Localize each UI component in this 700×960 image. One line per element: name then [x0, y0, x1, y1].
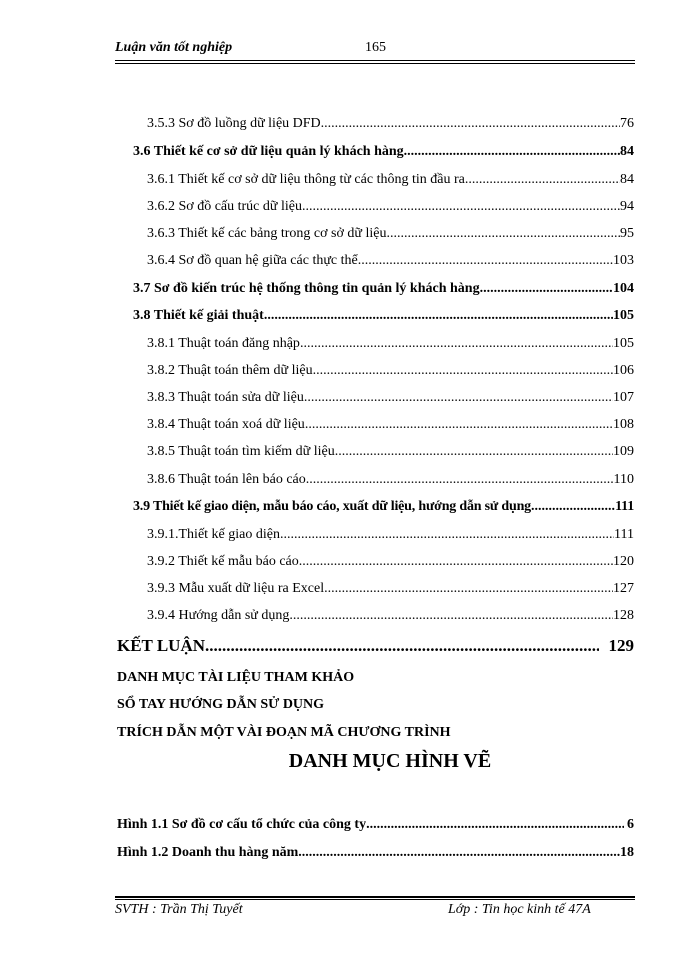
toc-entry-label: 3.9.3 Mẫu xuất dữ liệu ra Excel — [147, 581, 325, 596]
dot-leader — [480, 281, 613, 297]
toc-entry-label: 3.8.4 Thuật toán xoá dữ liệu — [147, 417, 305, 432]
toc-entry[interactable] — [147, 417, 634, 437]
footer-student: SVTH : Trần Thị Tuyết — [115, 902, 243, 917]
toc-entry[interactable] — [147, 336, 634, 356]
dot-leader — [404, 144, 620, 160]
figure-entry[interactable] — [117, 845, 634, 865]
toc-entry[interactable] — [147, 472, 634, 492]
toc-entry-label: 3.6.3 Thiết kế các bảng trong cơ sở dữ liệu — [147, 226, 387, 241]
toc-entry[interactable] — [147, 444, 634, 464]
dot-leader — [531, 499, 615, 515]
toc-entry-page: 105 — [613, 336, 634, 351]
dot-leader — [335, 444, 613, 460]
toc-entry[interactable] — [147, 226, 634, 246]
header-rule-secondary — [115, 63, 635, 64]
toc-entry[interactable] — [147, 172, 634, 192]
toc-entry-page: 84 — [620, 144, 634, 159]
toc-entry-page: 104 — [613, 281, 634, 296]
toc-entry[interactable] — [133, 499, 634, 519]
heading-user-manual[interactable]: SỔ TAY HƯỚNG DẪN SỬ DỤNG — [117, 697, 325, 712]
toc-entry-page: 105 — [613, 308, 634, 323]
dot-leader — [289, 608, 613, 624]
conclusion-label: KẾT LUẬN — [117, 636, 206, 655]
toc-entry[interactable] — [147, 116, 634, 136]
dot-leader — [298, 845, 620, 861]
toc-entry-label: 3.8.3 Thuật toán sửa dữ liệu — [147, 390, 304, 405]
conclusion-page: 129 — [608, 636, 634, 655]
toc-entry-page: 95 — [620, 226, 634, 241]
toc-entry[interactable] — [147, 554, 634, 574]
page-footer — [115, 902, 635, 922]
page-header — [115, 38, 635, 60]
dot-leader — [205, 636, 599, 656]
dot-leader — [302, 199, 620, 215]
toc-entry-page: 84 — [620, 172, 634, 187]
dot-leader — [305, 417, 613, 433]
thesis-title: Luận văn tốt nghiệp — [115, 40, 233, 55]
footer-rule-secondary — [115, 899, 635, 900]
figure-entry-label: Hình 1.2 Doanh thu hàng năm — [117, 845, 299, 860]
toc-entry-page: 111 — [615, 499, 634, 514]
toc-entry-label: 3.8.6 Thuật toán lên báo cáo — [147, 472, 306, 487]
toc-entry[interactable] — [147, 608, 634, 628]
toc-conclusion[interactable] — [117, 636, 634, 656]
toc-entry-label: 3.8 Thiết kế giải thuật — [133, 308, 264, 323]
toc-entry-label: 3.9.1.Thiết kế giao diện — [147, 527, 280, 542]
dot-leader — [300, 336, 613, 352]
dot-leader — [299, 554, 613, 570]
footer-rule — [115, 896, 635, 898]
toc-entry-label: 3.8.2 Thuật toán thêm dữ liệu — [147, 363, 313, 378]
dot-leader — [386, 226, 620, 242]
toc-entry-label: 3.9.4 Hướng dẫn sử dụng — [147, 608, 290, 623]
heading-code-excerpts[interactable]: TRÍCH DẪN MỘT VÀI ĐOẠN MÃ CHƯƠNG TRÌNH — [117, 725, 451, 740]
dot-leader — [366, 817, 623, 833]
toc-entry-page: 110 — [613, 472, 634, 487]
page-number: 165 — [365, 40, 386, 55]
toc-entry-page: 94 — [620, 199, 634, 214]
toc-entry-page: 106 — [613, 363, 634, 378]
toc-entry[interactable] — [133, 281, 634, 301]
toc-entry-label: 3.9 Thiết kế giao diện, mẫu báo cáo, xuất dữ liệu, hướng dẫn sử dụng — [133, 499, 531, 514]
toc-entry[interactable] — [133, 144, 634, 164]
dot-leader — [358, 253, 613, 269]
toc-entry-page: 107 — [613, 390, 634, 405]
toc-entry-label: 3.6 Thiết kế cơ sở dữ liệu quản lý khách hàng — [133, 144, 404, 159]
dot-leader — [324, 581, 613, 597]
toc-entry-page: 108 — [613, 417, 634, 432]
footer-class: Lớp : Tin học kinh tế 47A — [448, 902, 591, 917]
dot-leader — [321, 116, 620, 132]
toc-entry[interactable] — [147, 390, 634, 410]
figures-section-title: DANH MỤC HÌNH VẼ — [288, 750, 492, 772]
toc-entry[interactable] — [147, 527, 634, 547]
toc-entry-page: 128 — [613, 608, 634, 623]
toc-entry[interactable] — [133, 308, 634, 328]
toc-entry[interactable] — [147, 253, 634, 273]
figure-entry-page: 18 — [620, 845, 634, 860]
toc-entry-page: 111 — [614, 527, 634, 542]
dot-leader — [264, 308, 613, 324]
heading-references[interactable]: DANH MỤC TÀI LIỆU THAM KHẢO — [117, 670, 355, 685]
figure-entry-label: Hình 1.1 Sơ đồ cơ cấu tổ chức của công ty — [117, 817, 367, 832]
toc-entry-page: 103 — [613, 253, 634, 268]
toc-entry-label: 3.9.2 Thiết kế mẫu báo cáo — [147, 554, 299, 569]
toc-entry-page: 127 — [613, 581, 634, 596]
dot-leader — [313, 363, 613, 379]
figure-entry[interactable] — [117, 817, 634, 837]
toc-entry-label: 3.6.2 Sơ đồ cấu trúc dữ liệu — [147, 199, 302, 214]
toc-entry-label: 3.8.1 Thuật toán đăng nhập — [147, 336, 300, 351]
dot-leader — [304, 390, 613, 406]
toc-entry-label: 3.8.5 Thuật toán tìm kiếm dữ liệu — [147, 444, 335, 459]
dot-leader — [306, 472, 614, 488]
header-rule — [115, 60, 635, 61]
dot-leader — [465, 172, 620, 188]
toc-entry-label: 3.5.3 Sơ đồ luồng dữ liệu DFD — [147, 116, 321, 131]
dot-leader — [280, 527, 614, 543]
toc-entry[interactable] — [147, 581, 634, 601]
toc-entry[interactable] — [147, 199, 634, 219]
toc-entry-page: 76 — [620, 116, 634, 131]
toc-entry[interactable] — [147, 363, 634, 383]
toc-entry-label: 3.6.1 Thiết kế cơ sở dữ liệu thông từ các thông tin đầu ra — [147, 172, 465, 187]
toc-entry-label: 3.7 Sơ đồ kiến trúc hệ thống thông tin quản lý khách hàng — [133, 281, 480, 296]
toc-entry-label: 3.6.4 Sơ đồ quan hệ giữa các thực thể — [147, 253, 358, 268]
figure-entry-page: 6 — [623, 817, 634, 832]
toc-entry-page: 120 — [613, 554, 634, 569]
toc-entry-page: 109 — [613, 444, 634, 459]
